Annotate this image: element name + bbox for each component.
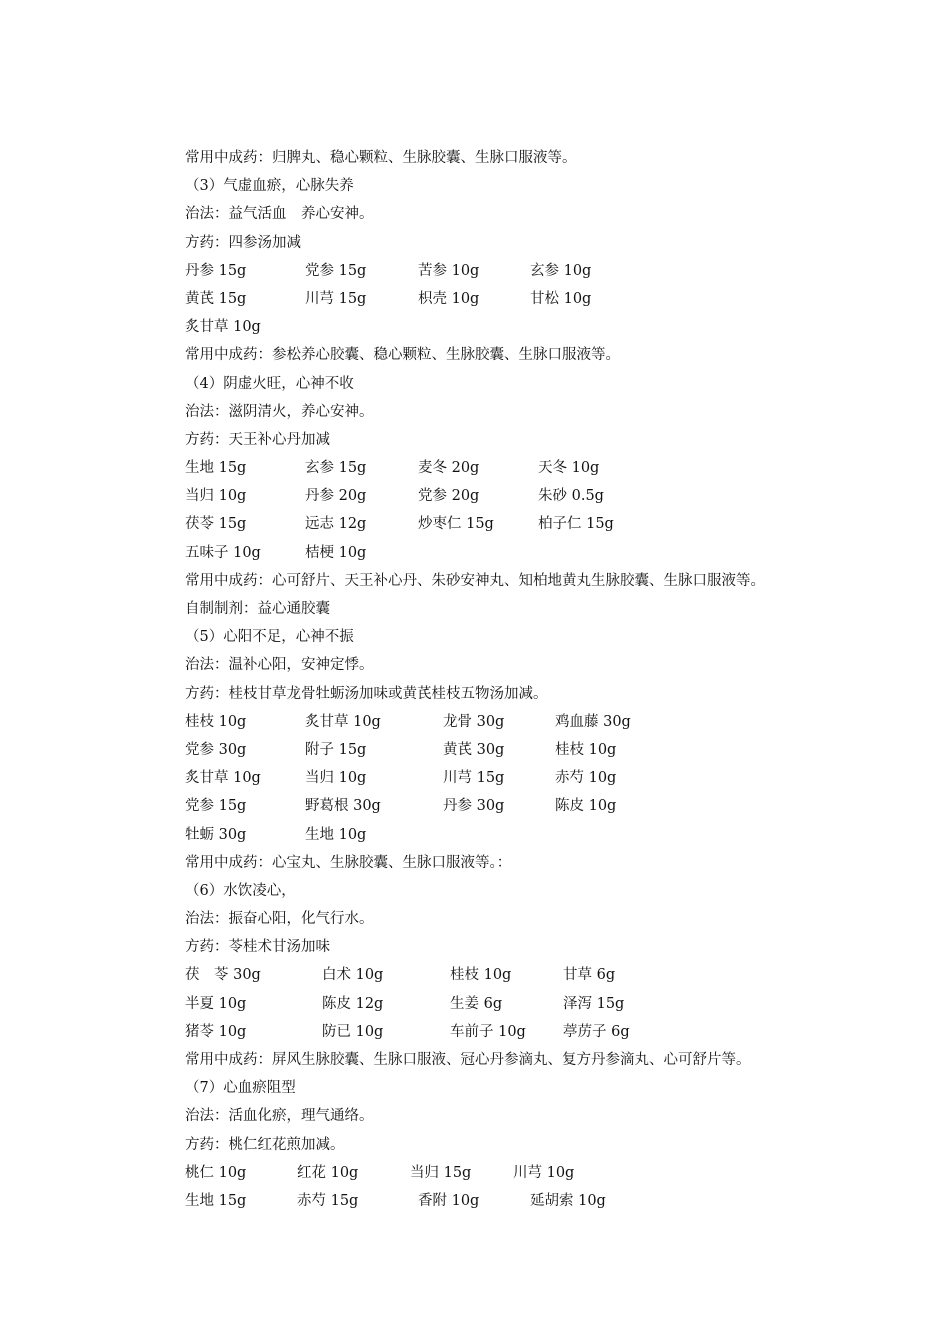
herb-dose: 丹参 20g <box>305 488 367 505</box>
herb-dose: 远志 12g <box>305 516 367 533</box>
herb-dose: 朱砂 0.5g <box>538 488 604 505</box>
herb-row <box>185 257 885 285</box>
text-line: 常用中成药：归脾丸、稳心颗粒、生脉胶囊、生脉口服液等。 <box>185 150 577 166</box>
herb-dose: 生地 15g <box>185 1192 247 1209</box>
herb-dose: 桂枝 10g <box>450 967 512 984</box>
herb-row <box>185 539 885 567</box>
text-line: 治法：振奋心阳，化气行水。 <box>185 911 374 928</box>
herb-dose: 黄芪 30g <box>443 741 505 758</box>
text-line: 方药：天王补心丹加减 <box>185 431 330 448</box>
herb-row <box>185 482 885 510</box>
text-line: 常用中成药：心可舒片、天王补心丹、朱砂安神丸、知柏地黄丸生脉胶囊、生脉口服液等。 <box>185 572 765 589</box>
herb-dose: 半夏 10g <box>185 995 247 1012</box>
herb-dose: 天冬 10g <box>538 460 600 477</box>
herb-dose: 陈皮 12g <box>322 995 384 1012</box>
text-line: 方药：苓桂术甘汤加味 <box>185 939 330 956</box>
herb-dose: 丹参 30g <box>443 798 505 815</box>
text-line: 自制制剂：益心通胶囊 <box>185 601 330 617</box>
document-body <box>185 144 885 1215</box>
herb-dose: 党参 20g <box>418 488 480 505</box>
herb-dose: 柏子仁 15g <box>538 516 614 533</box>
herb-dose: 玄参 10g <box>530 262 592 279</box>
herb-dose: 野葛根 30g <box>305 798 381 815</box>
herb-row <box>185 1187 885 1215</box>
herb-row <box>185 285 885 313</box>
herb-dose: 丹参 15g <box>185 262 247 279</box>
herb-dose: 茯苓 15g <box>185 516 247 533</box>
herb-dose: 炙甘草 10g <box>185 770 261 787</box>
text-line: （4）阴虚火旺，心神不收 <box>185 375 354 392</box>
herb-dose: 茯 苓 30g <box>185 967 261 984</box>
herb-dose: 鸡血藤 30g <box>555 713 631 730</box>
text-line: 方药：桂枝甘草龙骨牡蛎汤加味或黄芪桂枝五物汤加减。 <box>185 685 548 702</box>
text-line: 治法：滋阴清火，养心安神。 <box>185 403 374 420</box>
herb-dose: 黄芪 15g <box>185 290 247 307</box>
text-line: 治法：温补心阳，安神定悸。 <box>185 657 374 674</box>
herb-dose: 白术 10g <box>322 967 384 984</box>
herb-dose: 附子 15g <box>305 741 367 758</box>
herb-dose: 炒枣仁 15g <box>418 516 494 533</box>
herb-dose: 猪苓 10g <box>185 1023 247 1040</box>
text-line: （7）心血瘀阻型 <box>185 1080 296 1097</box>
herb-dose: 红花 10g <box>297 1164 359 1181</box>
herb-dose: 防已 10g <box>322 1023 384 1040</box>
herb-dose: 炙甘草 10g <box>185 319 261 336</box>
herb-dose: 党参 30g <box>185 741 247 758</box>
herb-dose: 生地 15g <box>185 460 247 477</box>
herb-dose: 桔梗 10g <box>305 544 367 561</box>
herb-dose: 川芎 15g <box>443 770 505 787</box>
herb-dose: 陈皮 10g <box>555 798 617 815</box>
herb-row <box>185 313 885 341</box>
text-line: 方药：四参汤加减 <box>185 234 301 251</box>
herb-dose: 生地 10g <box>305 826 367 843</box>
herb-dose: 麦冬 20g <box>418 460 480 477</box>
herb-dose: 枳壳 10g <box>418 290 480 307</box>
herb-dose: 桂枝 10g <box>555 741 617 758</box>
herb-dose: 党参 15g <box>185 798 247 815</box>
herb-dose: 赤芍 10g <box>555 770 617 787</box>
herb-row <box>185 990 885 1018</box>
herb-dose: 桂枝 10g <box>185 713 247 730</box>
herb-dose: 玄参 15g <box>305 460 367 477</box>
herb-row <box>185 510 885 538</box>
herb-row <box>185 708 885 736</box>
herb-dose: 甘草 6g <box>563 967 616 984</box>
text-line: 治法：益气活血 养心安神。 <box>185 206 374 223</box>
herb-dose: 香附 10g <box>418 1192 480 1209</box>
text-line: （5）心阳不足，心神不振 <box>185 629 354 646</box>
text-line: 常用中成药：屏风生脉胶囊、生脉口服液、冠心丹参滴丸、复方丹参滴丸、心可舒片等。 <box>185 1052 751 1068</box>
herb-dose: 延胡索 10g <box>530 1192 606 1209</box>
herb-row <box>185 821 885 849</box>
herb-row <box>185 764 885 792</box>
herb-row <box>185 1159 885 1187</box>
herb-dose: 五味子 10g <box>185 544 261 561</box>
herb-dose: 桃仁 10g <box>185 1164 247 1181</box>
herb-dose: 泽泻 15g <box>563 995 625 1012</box>
text-line: 常用中成药：心宝丸、生脉胶囊、生脉口服液等。： <box>185 854 512 871</box>
text-line: 方药：桃仁红花煎加减。 <box>185 1136 345 1153</box>
herb-row <box>185 736 885 764</box>
herb-dose: 牡蛎 30g <box>185 826 247 843</box>
herb-dose: 当归 15g <box>410 1164 472 1181</box>
herb-dose: 川芎 15g <box>305 290 367 307</box>
herb-row <box>185 1018 885 1046</box>
herb-dose: 甘松 10g <box>530 290 592 307</box>
herb-dose: 苦参 10g <box>418 262 480 279</box>
herb-dose: 赤芍 15g <box>297 1192 359 1209</box>
herb-dose: 当归 10g <box>305 770 367 787</box>
herb-row <box>185 454 885 482</box>
herb-dose: 生姜 6g <box>450 995 503 1012</box>
text-line: 治法：活血化瘀，理气通络。 <box>185 1108 374 1125</box>
herb-dose: 炙甘草 10g <box>305 713 381 730</box>
herb-row <box>185 792 885 820</box>
herb-dose: 车前子 10g <box>450 1023 526 1040</box>
text-line: 常用中成药：参松养心胶囊、稳心颗粒、生脉胶囊、生脉口服液等。 <box>185 347 620 364</box>
text-line: （6）水饮凌心， <box>185 882 296 899</box>
herb-dose: 川芎 10g <box>513 1164 575 1181</box>
herb-row <box>185 961 885 989</box>
herb-dose: 党参 15g <box>305 262 367 279</box>
text-line: （3）气虚血瘀，心脉失养 <box>185 178 354 195</box>
herb-dose: 当归 10g <box>185 488 247 505</box>
herb-dose: 龙骨 30g <box>443 713 505 730</box>
herb-dose: 葶苈子 6g <box>563 1023 630 1040</box>
